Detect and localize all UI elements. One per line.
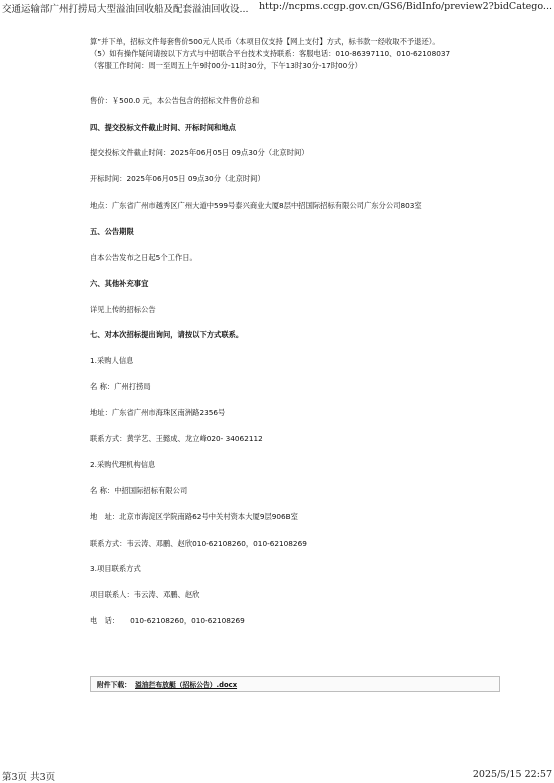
page-title: 交通运输部广州打捞局大型溢油回收船及配套溢油回收设... xyxy=(2,4,249,15)
text-line: 项目联系人：韦云涛、邓鹏、赵欣 xyxy=(90,590,200,599)
text-line: 详见上传的招标公告 xyxy=(90,305,156,314)
print-footer xyxy=(0,769,554,783)
price-line: 售价：￥500.0 元，本公告包含的招标文件售价总和 xyxy=(90,96,260,105)
section-heading: 六、其他补充事宜 xyxy=(90,279,149,288)
page-url: http://ncpms.ccgp.gov.cn/GS6/BidInfo/preview2?bidCatego... xyxy=(259,1,552,12)
text-line: 地点：广东省广州市越秀区广州大道中599号泰兴商业大厦8层中招国际招标有限公司广东分公司803室 xyxy=(90,201,422,210)
attachment-box xyxy=(90,676,500,692)
text-line: 2.采购代理机构信息 xyxy=(90,460,156,469)
text-line: 名 称：广州打捞局 xyxy=(90,382,151,391)
text-line: 名 称：中招国际招标有限公司 xyxy=(90,486,188,495)
text-line: 3.项目联系方式 xyxy=(90,564,141,573)
text-line: 电 话： 010-62108260，010-62108269 xyxy=(90,616,245,625)
text-line: （5）如有操作疑问请按以下方式与中招联合平台技术支持联系：客服电话：010-86397110、010-62108037 xyxy=(90,49,451,58)
text-line: 联系方式：黄学艺、王懿成、龙立峰020- 34062112 xyxy=(90,434,263,443)
section-heading: 四、提交投标文件截止时间、开标时间和地点 xyxy=(90,123,236,132)
attachment-label: 附件下载： xyxy=(97,681,131,689)
text-line: 联系方式：韦云涛、邓鹏、赵欣010-62108260，010-62108269 xyxy=(90,539,307,548)
text-line: 1.采购人信息 xyxy=(90,356,134,365)
text-line: 提交投标文件截止时间：2025年06月05日 09点30分（北京时间） xyxy=(90,148,309,157)
print-datetime: 2025/5/15 22:57 xyxy=(472,769,552,780)
section-heading: 五、公告期限 xyxy=(90,227,134,236)
attachment-download-link[interactable]: 溢油拦布放艇（招标公告）.docx xyxy=(134,681,238,689)
text-line: 算”并下单，招标文件每套售价500元人民币（本项目仅支持【网上支付】方式，标书款一经收取不予退还）。 xyxy=(90,37,440,46)
text-line: （客服工作时间：周一至周五上午9时00分-11时30分，下午13时30分-17时00分） xyxy=(90,61,362,70)
text-line: 地 址：北京市海淀区学院南路62号中关村资本大厦9层906B室 xyxy=(90,512,298,521)
print-header xyxy=(0,0,554,14)
text-line: 地址：广东省广州市海珠区南洲路2356号 xyxy=(90,408,226,417)
section-heading: 七、对本次招标提出询问，请按以下方式联系。 xyxy=(90,330,244,339)
page-number: 第3页 共3页 xyxy=(2,772,56,783)
text-line: 自本公告发布之日起5个工作日。 xyxy=(90,253,197,262)
text-line: 开标时间：2025年06月05日 09点30分（北京时间） xyxy=(90,174,265,183)
